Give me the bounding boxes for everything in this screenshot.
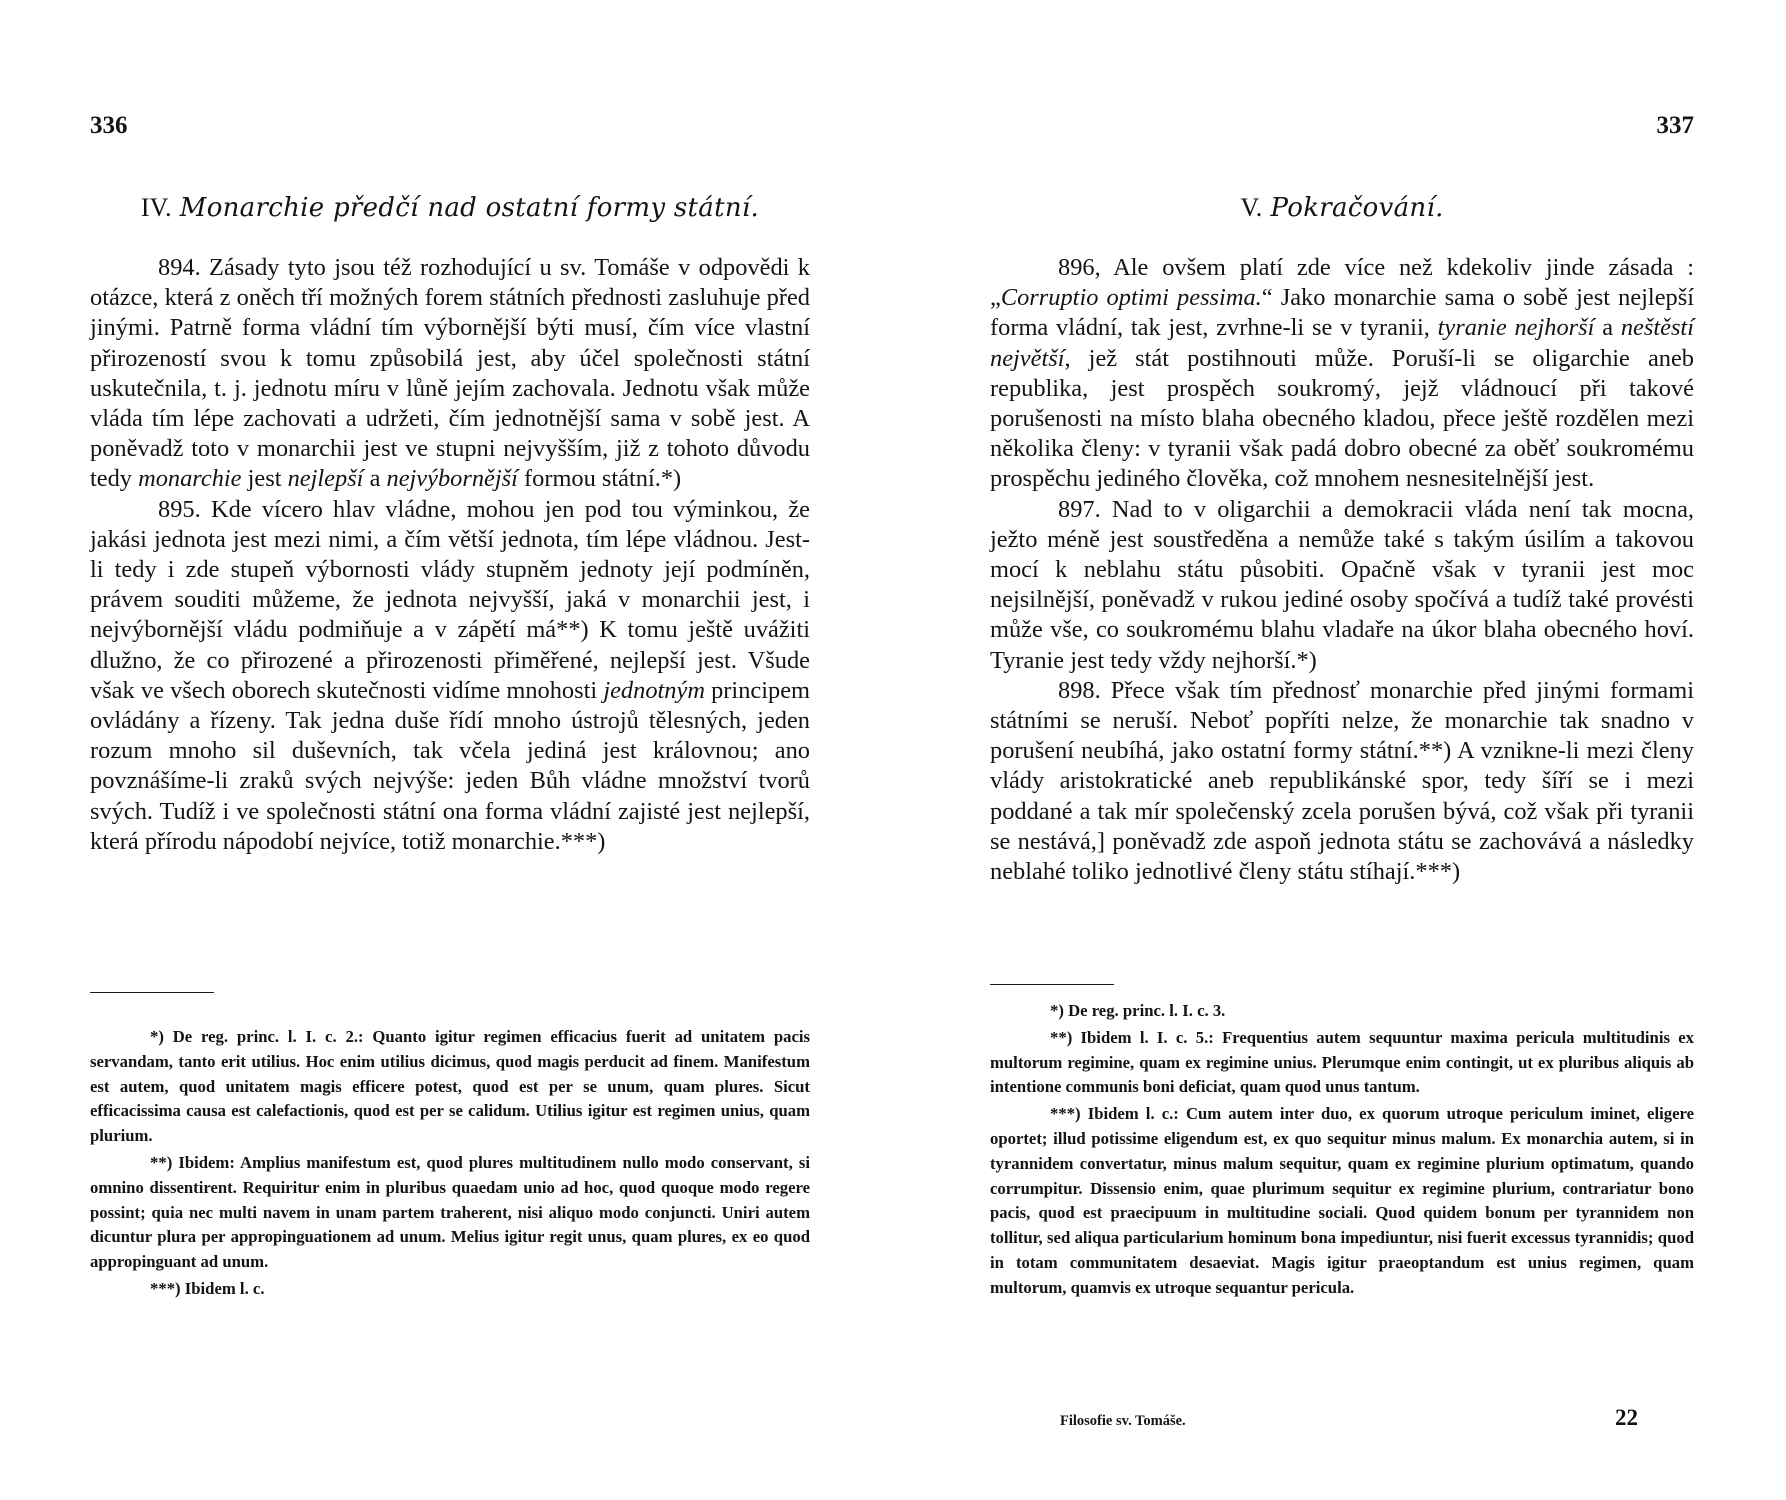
text-run: 898. Přece však tím přednosť monarchie před jinými formami státními se neruší. Neboť popříti nelze, že monarchie tak snadno v porušení neubíhá, jako ostatní formy státní.**) A vznikne-li mezi členy vlády aristokratické aneb republikánské spor, tedy šíří se i mezi poddané a tak mír společenský zcela porušen bývá, což však při tyranii se nestává,] poněvadž zde aspoň jednota státu se zachovává a následky neblahé toliko jednotlivé členy státu stíhají.***) [990,676,1694,886]
emphasis-text: Corruptio optimi pessima. [1000,284,1262,312]
footnote-rule [90,992,214,993]
emphasis-text: neštěstí největší [990,314,1694,372]
emphasis-text: monarchie [138,465,242,493]
footnote-3: ***) Ibidem l. c.: Cum autem inter duo, ex quorum utroque periculum iminet, eligere oportet; illud potissime eligendum est, ex quo sequitur minus malum. Ex monarchia autem, si in tyrannidem convertatur, minus malum sequitur, quam ex regimine plurium optimatum, quando corrumpitur. Dissensio enim, quae plurimum sequitur ex regimine plurium, contrariatur bono pacis, quod est praecipuum in multitudine sociali. Quod quidem bonum per tyrannidem non tollitur, sed aliqua particularium hominum bona impediuntur, nisi fuerit excessus tyrannidis; quod in totam communitatem desaeviat. Magis igitur praeoptandum est unius regimen, quam multorum, quamvis ex utroque sequantur pericula. [990,1104,1694,1297]
printer-signature: Filosofie sv. Tomáše. [1060,1413,1186,1429]
footnote-3: ***) Ibidem l. c. [150,1278,265,1298]
footnote-rule [990,984,1114,985]
emphasis-text: jednotným [603,676,705,704]
paragraph-894 [90,253,810,495]
footnote-2: **) Ibidem: Amplius manifestum est, quod plures multitudinem nullo modo conservant, si omnino dissentirent. Requiritur enim in pluribus quaedam unio ad hoc, quod quoque modo regere possint; quia nec multi navem in unam partem traherent, nisi aliquo modo conjuncti. Uniri autem dicuntur plura per appropinguationem ad unum. Melius igitur regit unus, quam plures, ex eo quod appropinguant ad unum. [90,1152,810,1272]
text-run: , jež stát postihnouti může. Poruší-li se oligarchie aneb republika, jest prospěch soukromý, jejž vládnoucí při takové porušenosti na místo blaha obecného kladou, přece ještě rozdělen mezi několika členy: v tyranii však padá dobro obecné za oběť soukromému prospěchu jediného člověka, což mnohem nesnesitelnější jest. [990,344,1694,493]
footnote-2: **) Ibidem l. I. c. 5.: Frequentius autem sequuntur maxima pericula multitudinis ex multorum regimine, quam ex regimine unius. Plerumque enim contingit, ut ex pluribus aliquis ab intentione communis boni deficiat, quam quod unus tantum. [990,1027,1694,1097]
paragraph-898 [990,676,1694,887]
text-run: 894. Zásady tyto jsou též rozhodující u sv. Tomáše v odpovědi k otázce, která z oněch tří možných forem státních přednosti zasluhuje před jinými. Patrně forma vládní tím výbornější býti musí, čím více vlastní přirozeností svou k tomu způsobilá jest, aby účel společnosti státní uskutečnila, t. j. jednotu míru v lůně jejím zachovala. Jednotu však může vláda tím lépe zachovati a udržeti, čím jednotnější sama v sobě jest. A poněvadž toto v monarchii jest ve stupni nejvyšším, již z tohoto důvodu tedy [90,254,810,493]
page-number: 337 [1656,112,1694,139]
footnotes [990,999,1694,1303]
emphasis-text: nejlepší [287,465,364,493]
sheet-number: 22 [1615,1405,1638,1430]
emphasis-text: nejvýbornější [386,465,518,493]
paragraph-897 [990,495,1694,676]
chapter-heading [990,193,1694,223]
chapter-numeral: IV. [140,193,172,222]
text-run: a [1594,314,1621,342]
text-run: formou státní.*) [517,465,682,493]
chapter-heading [90,193,810,223]
text-run: 897. Nad to v oligarchii a demokracii vláda není tak mocna, ježto méně jest soustředěna a nemůže také s takým úsilím a takovou mocí k neblahu státu působiti. Opačně však v tyranii jest moc nejsilnější, poněvadž v rukou jediné osoby spočívá a tudíž také provésti může vše, co soukromému blahu vladaře na úkor blaha obecného hoví. Tyranie jest tedy vždy nejhorší.*) [990,495,1694,674]
chapter-numeral: V. [1240,193,1263,222]
footnote-1: *) De reg. princ. l. I. c. 3. [1050,1001,1226,1020]
left-page [90,0,810,1500]
emphasis-text: tyranie nejhorší [1437,314,1595,342]
body-text [90,253,810,857]
chapter-title: Pokračování. [1270,193,1444,223]
page-number: 336 [90,112,128,139]
text-run: principem ovládány a řízeny. Tak jedna duše řídí mnoho ústrojů tělesných, jeden rozum mnoho sil duševních, tak včela jediná jest královnou; ano povznášíme-li zraků svých nejvýše: jeden Bůh vládne množství tvorů svých. Tudíž i ve společnosti státní ona forma vládní zajisté jest nejlepší, která přírodu nápodobí nejvíce, totiž monarchie.***) [90,676,810,855]
paragraph-896 [990,253,1694,495]
footnote-1: *) De reg. princ. l. I. c. 2.: Quanto igitur regimen efficacius fuerit ad unitatem pacis servandam, tanto erit utilius. Hoc enim utilius dicimus, quod magis perducit ad finem. Manifestum est autem, quod unitatem magis efficere potest, quod est per se unum, quam plures. Sicut efficacissima causa est calefactionis, quod est per se calidum. Utilius igitur est regimen unius, quam plurium. [90,1027,810,1146]
text-run: 895. Kde vícero hlav vládne, mohou jen pod tou výminkou, že jakási jednota jest mezi nimi, a čím větší jednota, tím lépe vládnou. Jest-li tedy i zde stupeň výbornosti vlády stupněm jednoty její podmíněn, právem souditi můžeme, že jednota nejvyšší, jaká v monarchii jest, i nejvýbornější vládu podmiňuje a v zápětí má**) K tomu ještě uvážiti dlužno, že co přirozené a přirozenosti přiměřené, nejlepší jest. Všude však ve všech oborech skutečnosti vidíme mnohosti [90,495,810,704]
chapter-title: Monarchie předčí nad ostatní formy státní. [179,193,760,223]
text-run: “ Jako monarchie sama o sobě jest nejlepší forma vládní, tak jest, zvrhne-li se v tyranii, [990,284,1694,342]
paragraph-895 [90,495,810,857]
text-run: a [363,465,387,493]
right-page [990,0,1694,1500]
body-text [990,253,1694,887]
text-run: 896, Ale ovšem platí zde více než kdekoliv jinde zásada : „ [990,254,1694,312]
footnotes [90,1025,810,1304]
text-run: jest [241,465,288,493]
